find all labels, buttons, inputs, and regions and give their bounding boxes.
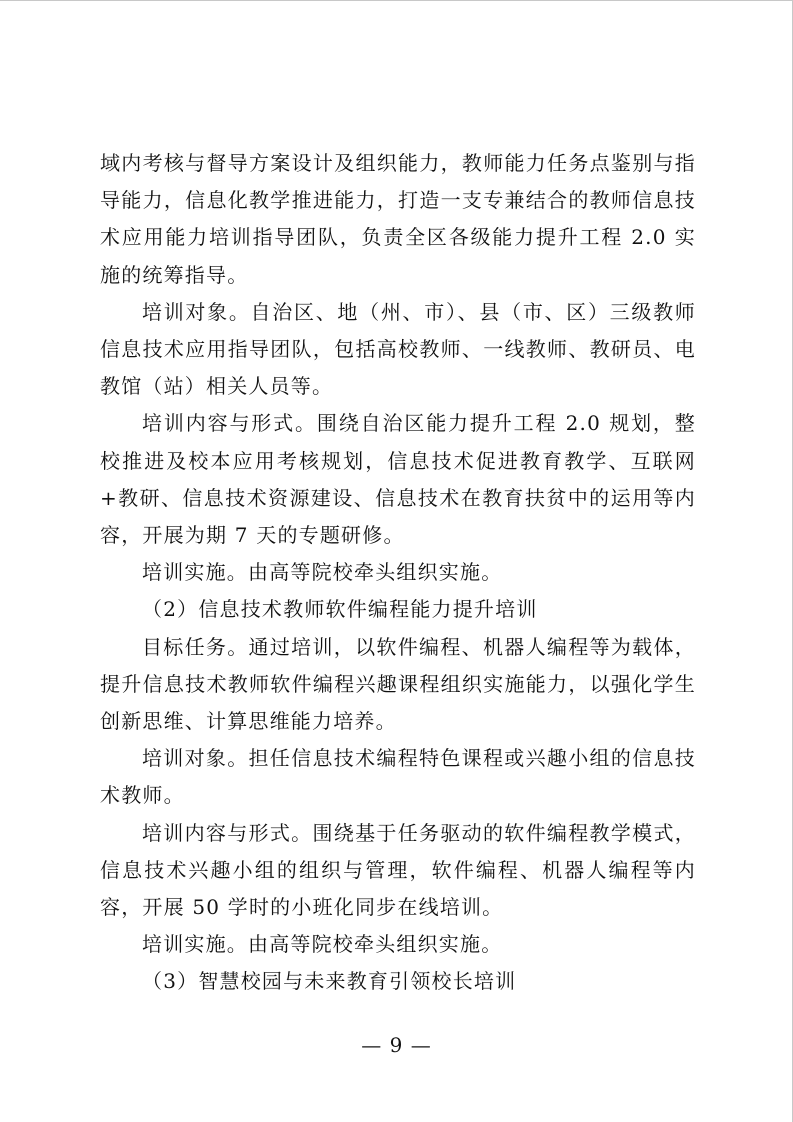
paragraph-training-implementation-2: 培训实施。由高等院校牵头组织实施。 — [142, 932, 503, 957]
paragraph-training-content-2: 培训内容与形式。围绕基于任务驱动的软件编程教学模式，信息技术兴趣小组的组织与管理，软件编程、机器人编程等内容，开展 50 学时的小班化同步在线培训。 — [100, 820, 696, 920]
paragraph-training-content: 培训内容与形式。围绕自治区能力提升工程 2.0 规划，整校推进及校本应用考核规划，信息技术促进教育教学、互联网+教研、信息技术资源建设、信息技术在教育扶贫中的运用等内容，开展为期 7 天的专题研修。 — [100, 411, 696, 548]
paragraph-objective: 目标任务。通过培训，以软件编程、机器人编程等为载体，提升信息技术教师软件编程兴趣课程组织实施能力，以强化学生创新思维、计算思维能力培养。 — [100, 634, 696, 734]
section-heading-2: （2）信息技术教师软件编程能力提升培训 — [142, 597, 538, 622]
page-number: — 9 — — [361, 1033, 432, 1057]
body-text — [100, 145, 696, 1001]
paragraph-training-target-2: 培训对象。担任信息技术编程特色课程或兴趣小组的信息技术教师。 — [100, 746, 696, 808]
paragraph-training-implementation: 培训实施。由高等院校牵头组织实施。 — [142, 560, 503, 585]
paragraph-continuation: 域内考核与督导方案设计及组织能力，教师能力任务点鉴别与指导能力，信息化教学推进能力，打造一支专兼结合的教师信息技术应用能力培训指导团队，负责全区各级能力提升工程 2.0 实施的统筹指导。 — [100, 151, 696, 287]
paragraph-training-target: 培训对象。自治区、地（州、市）、县（市、区）三级教师信息技术应用指导团队，包括高校教师、一线教师、教研员、电教馆（站）相关人员等。 — [100, 299, 696, 399]
section-heading-3: （3）智慧校园与未来教育引领校长培训 — [142, 969, 517, 994]
